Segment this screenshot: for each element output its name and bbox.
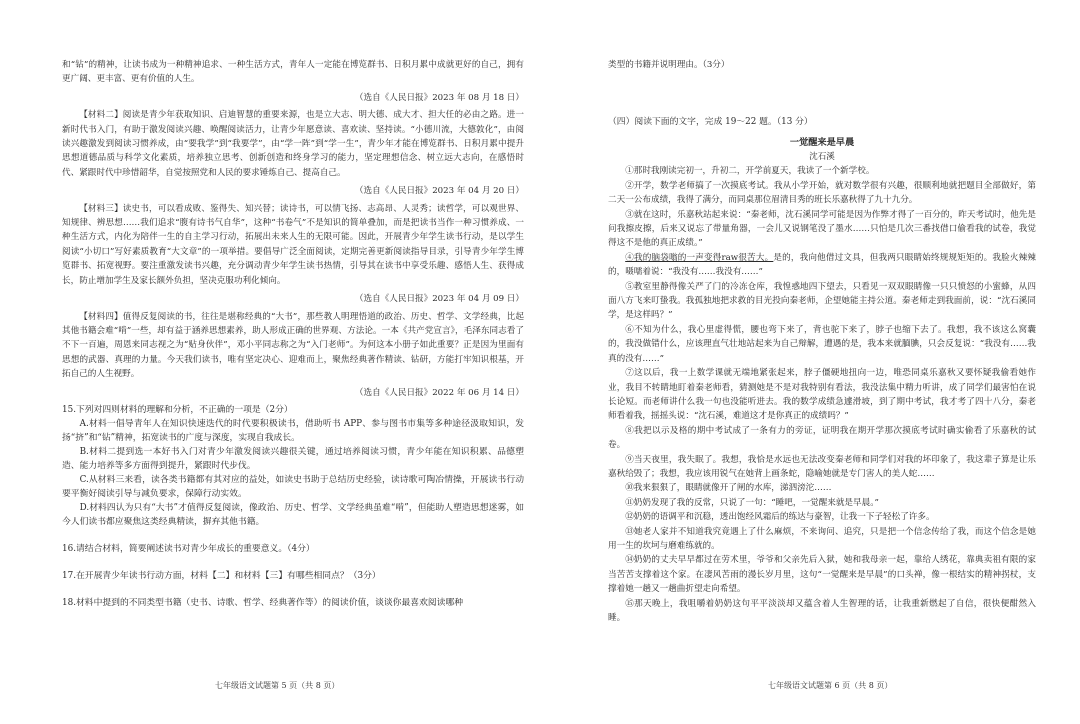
paragraph-9: ⑨当天夜里，我失眠了。我想，我恰是水远也无法改变秦老师和同学们对我的坏印象了，我这辈子算是让乐嘉秋给毁了；我想，我应该用锐气在她背上画条蛇，隐喻她就是专门害人的美人蛇…… [608, 454, 1036, 479]
source-citation: （选自《人民日报》2023 年 04 月 09 日） [354, 294, 524, 305]
paragraph-1: ①那时我刚读完初一，升初二，开学前夏天，我读了一个新学校。 [625, 166, 875, 177]
page-footer-left: 七年级语文试题第 5 页（共 8 页） [215, 681, 340, 690]
source-citation: （选自《人民日报》2022 年 06 月 14 日） [354, 387, 524, 398]
paragraph-4 [608, 251, 1036, 280]
page-footer-right: 七年级语文试题第 6 页（共 8 页） [768, 681, 893, 690]
material-four: 【材料四】值得反复阅读的书，往往是堪称经典的“大书”，那些教人明理悟道的政治、历史、哲学、文学经典，比起其他书籍会难“啃”一些，却有益于涵养思想素养，助人形成正确的世界观、方法论。一本《共产党宣言》，毛泽东同志看了不下一百遍，周恩来同志视之为“贴身伙伴”，邓小平同志称之为“入门老师”。为何这本小册子如此重要？正是因为里面有思想的武器、真理的力量。今天我们读书，唯有坚定决心、迎难而上，聚焦经典著作精读、钻研，方能打牢知识根基，开拓自己的人生视野。 [62, 311, 524, 380]
paragraph-8: ⑧我把以示及格的期中考试成了一条有力的旁证，证明我在期开学那次摸底考试时确实偷看了乐嘉秋的试卷。 [608, 425, 1036, 451]
paragraph-4-rest: 是的，我向他借过文具，但我两只眼睛始终规规矩矩的。我脸火辣辣的，嗫嚅着说：“我没有……我没有……” [608, 252, 1036, 278]
paragraph-7: ⑦这以后，我一上数学课就无端地紧张起来，脖子僵硬地扭向一边，唯恐同桌乐嘉秋又要怀疑我偷看她作业，我目不转睛地盯着秦老师看，猜测她是不是对我特别有看法，我没法集中精力听讲，成了同学们最害怕在说长论短。而老师讲什么我一句也没能听进去。我的数学成绩急遽滑坡，到了期中考试，我才考了四十八分，秦老师看着我，摇摇头说：“沈石溪，难道这才是你真正的成绩吗？” [608, 368, 1036, 422]
paragraph-2: ②开学，数学老师搞了一次摸底考试。我从小学开始，就对数学很有兴趣，很顺利地就把题目全部做好，第二天一公布成绩，我得了满分，而同桌那位眉清目秀的班长乐嘉秋得了九十九分。 [608, 180, 1036, 206]
paragraph-12: ⑫奶奶的语调平和沉稳，透出饱经风霜后的练达与豪智，让我一下子轻松了许多。 [625, 512, 935, 523]
question-17: 17.在开展青少年读书行动方面，材料【二】和材料【三】有哪些相同点？（3分） [62, 570, 381, 581]
paragraph-14: ⑭奶奶的丈夫早早都过在劳术里，爷爷和父亲先后入狱，她和我母亲一起，靠给人绣花，靠典卖祖有限的家当苦苦支撑着这个家。在凄风苦雨的漫长岁月里，这句“一觉醒来是早晨”的口头禅，像一根结实的精神拐杖，支撑着她一趟又一趟曲折望走向希望。 [608, 555, 1036, 595]
material-three: 【材料三】读史书，可以看成败、鉴得失、知兴替；读诗书，可以情飞扬、志高昂、人灵秀；读哲学，可以观世界、知规律、辨思想……我们追求“腹有诗书气自华”，这种“书卷气”不是知识的简单叠加，而是把读书当作一种习惯养成、一种生活方式，内化为陪伴一生的自主学习行动，拓展出未来人生的无限可能。因此，开展青少年学生读书行动，是以学生阅读“小切口”写好素质教育“大文章”的一项举措。要倡导广泛全面阅读，定期完善更新阅读指导目录，引导青少年学生博览群书、拓宽视野。要注重激发读书兴趣，充分调动青少年学生读书热情，引导其在读书中享受乐趣、感悟人生、获得成长，防止增加学生及家长额外负担，坚决克服功利化倾向。 [62, 203, 524, 286]
material-one-end: 和“钻”的精神，让读书成为一种精神追求、一种生活方式，青年人一定能在博览群书、日积月累中成就更好的自己，拥有更广阔、更丰富、更有价值的人生。 [62, 60, 524, 85]
question-16: 16.请结合材料，简要阐述读书对青少年成长的重要意义。（4分） [62, 543, 315, 554]
question-15-option-a: A.材料一倡导青年人在知识快速迭代的时代要积极读书，借助听书 APP、参与图书市集等多种途径汲取知识，发扬“挤”和“钻”精神，拓宽读书的广度与深度，实现自我成长。 [62, 418, 524, 443]
article-title: 一觉醒来是早晨 [789, 137, 855, 149]
paragraph-11: ⑪奶奶发现了我的反常，只说了一句：“睡吧，一觉醒来就是早晨。” [625, 497, 879, 508]
question-15-option-b: B.材料二提到选一本好书入门对青少年激发阅读兴趣很关键，通过培养阅读习惯，青少年能在知识积累、品德塑造、能力培养等多方面得到提升，紧跟时代步伐。 [62, 446, 524, 471]
right-page [540, 0, 1080, 724]
question-18-continued: 类型的书籍并说明理由。（3分） [608, 60, 730, 70]
question-15-option-d: D.材料四认为只有“大书”才值得反复阅读，像政治、历史、哲学、文学经典虽难“啃”，但能助人塑造思想迷雾，如今人们读书都应聚焦这类经典精读，摒弃其他书籍。 [62, 502, 524, 527]
underlined-sentence: ④我的脑袋嗡的一声变得raw很苦大。 [625, 252, 774, 263]
paragraph-3: ③就在这时，乐嘉秋站起来说：“秦老师，沈石溪同学可能是因为作弊才得了一百分的，昨天考试时，他先是问我擦皮擦，后来又说忘了带量角器，一会儿又说钢笔没了墨水……只怕是几次三番找借口偷看我的试卷，我觉得这不是他的真正成绩。” [608, 209, 1036, 249]
paragraph-13: ⑬她老人家并不知道我究竟遇上了什么麻烦，不来询问、追究，只是把一个信念传给了我，而这个信念是她用一生的坎坷与磨难练就的。 [608, 526, 1036, 551]
article-author: 沈石溪 [809, 152, 835, 163]
paragraph-6: ⑥不知为什么，我心里虚得慌，腰也弯下来了，背也驼下来了，脖子也缩下去了。我想，我不该这么窝囊的，我没做错什么，应该理直气壮地站起来为自己辩解，遭遇的是，我本来就腼腆，只会反复说：“我没有……我真的没有……” [608, 324, 1036, 364]
source-citation: （选自《人民日报》2023 年 08 月 18 日） [354, 92, 524, 103]
paragraph-10: ⑩我来狠狠了，眼睛就像开了闸的水库，涕泗滂沱…… [625, 483, 832, 494]
question-15: 15.下列对四则材料的理解和分析，不正确的一项是（2分） [62, 404, 293, 415]
question-15-option-c: C.从材料三来看，读各类书籍都有其对应的益处，如读史书助于总结历史经验，读诗歌可陶冶情操，开展读书行动要平衡好阅读引导与减负要求，保障行动实效。 [62, 474, 524, 499]
paragraph-5: ⑤教室里静得像关严了门的冷冻仓库，我惶惑地四下望去，只看见一双双眼睛像一只只愤怒的小蜜蜂，从四面八方飞来叮蛰我。我孤独地把求救的目光投向秦老师，企望她能主持公道。秦老师走到我面前，说：“沈石溪同学，是这样吗？” [608, 281, 1036, 321]
material-two: 【材料二】阅读是青少年获取知识、启迪智慧的重要来源，也是立大志、明大德、成大才、担大任的必由之路。进一新时代书入门，有助于激发阅读兴趣、唤醒阅读活力，让青少年愿意读、喜欢读、坚持读。“小德川流，大德敦化”，由阅读兴趣激发到阅读习惯养成，由“要我学”到“我要学”，由“学一阵”到“学一生”，青少年才能在博览群书、日积月累中提升思想道德品质与科学文化素质，培养独立思考、创新创造和终身学习的能力，坚定理想信念、树立远大志向，在感悟时代、紧跟时代中珍惜韶华，自觉按照党和人民的要求锤炼自己、提高自己。 [62, 110, 524, 178]
source-citation: （选自《人民日报》2023 年 04 月 20 日） [354, 186, 524, 197]
paragraph-15: ⑮那天晚上，我咀嚼着奶奶这句平平淡淡却又蕴含着人生智理的话，让我重新燃起了自信，很快便酣然入睡。 [608, 598, 1036, 623]
section-four-heading: （四）阅读下面的文字，完成 19～22 题。（13 分） [608, 117, 813, 128]
question-18: 18.材料中提到的不同类型书籍（史书、诗歌、哲学、经典著作等）的阅读价值，谈谈你最喜欢阅读哪种 [62, 597, 464, 608]
